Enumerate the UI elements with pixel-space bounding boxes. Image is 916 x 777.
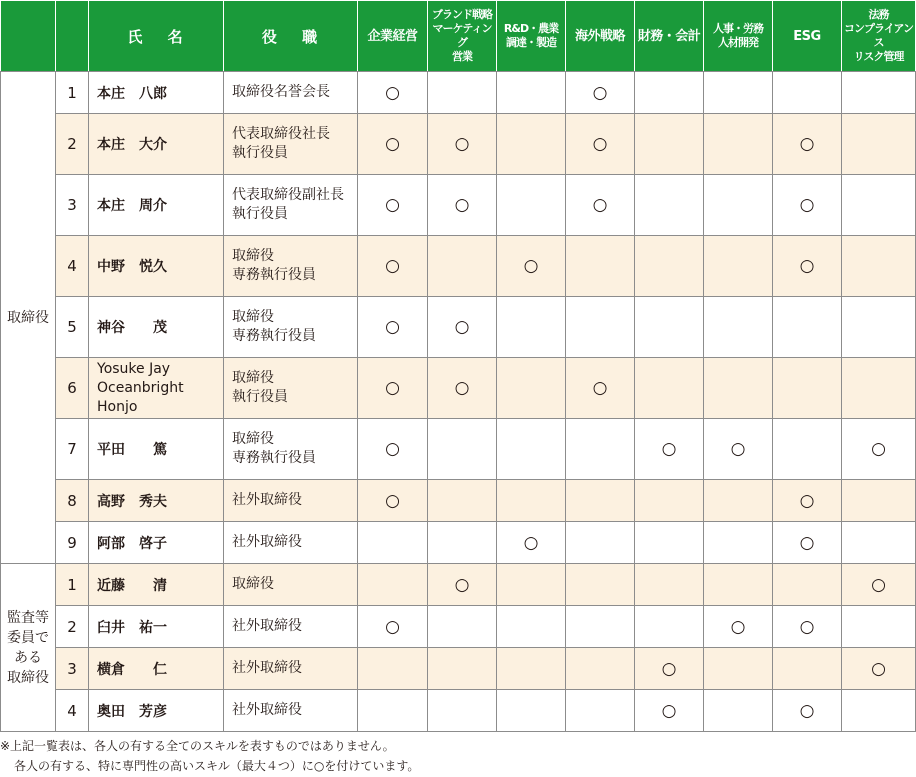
skill-mark-cell (428, 72, 497, 114)
header-skill-line: 人材開発 (718, 36, 758, 49)
skill-mark-cell (635, 236, 704, 297)
skill-mark-cell (704, 606, 773, 648)
circle-mark-icon: ○ (871, 574, 886, 595)
member-position (224, 690, 358, 732)
position-line: 取締役 (232, 431, 274, 447)
table-row (1, 480, 916, 522)
position-line: 専務執行役員 (232, 267, 316, 283)
skill-mark-cell (566, 114, 635, 175)
member-name: 本庄 周介 (89, 175, 224, 236)
member-name: 奥田 芳彦 (89, 690, 224, 732)
table-row (1, 175, 916, 236)
position-line: 取締役名誉会長 (232, 84, 330, 100)
skill-mark-cell (842, 358, 916, 419)
member-position (224, 114, 358, 175)
skill-mark-cell (635, 690, 704, 732)
member-position (224, 72, 358, 114)
row-number: 3 (56, 175, 89, 236)
group-label-line: 取締役 (7, 309, 49, 326)
skill-mark-cell (428, 114, 497, 175)
footnote-line-2: 各人の有する、特に専門性の高いスキル（最大４つ）に○を付けています。 (14, 759, 420, 773)
skill-mark-cell (428, 648, 497, 690)
skill-mark-cell (497, 72, 566, 114)
skill-mark-cell (704, 358, 773, 419)
skill-mark-cell (566, 358, 635, 419)
row-number: 5 (56, 297, 89, 358)
circle-mark-icon: ○ (454, 378, 470, 398)
circle-mark-icon: ○ (385, 82, 400, 103)
skill-mark-cell (566, 480, 635, 522)
circle-mark-icon: ○ (592, 134, 608, 154)
position-line: 代表取締役副社長 (232, 187, 344, 203)
row-number: 8 (56, 480, 89, 522)
position-line: 社外取締役 (232, 660, 302, 676)
circle-mark-icon: ○ (385, 490, 400, 511)
position-line: 社外取締役 (232, 618, 302, 634)
footnote (0, 736, 419, 776)
row-number: 9 (56, 522, 89, 564)
skill-mark-cell (704, 175, 773, 236)
skill-mark-cell (358, 564, 428, 606)
header-skill-7 (842, 1, 916, 72)
row-number: 1 (56, 564, 89, 606)
skill-mark-cell (566, 175, 635, 236)
circle-mark-icon: ○ (454, 317, 470, 337)
position-line: 専務執行役員 (232, 328, 316, 344)
header-skill-0 (358, 1, 428, 72)
header-skill-line: 調達・製造 (506, 36, 556, 49)
table-row (1, 419, 916, 480)
row-number: 3 (56, 648, 89, 690)
header-name: 氏 名 (89, 1, 224, 72)
circle-mark-icon: ○ (385, 317, 400, 337)
circle-mark-icon: ○ (799, 490, 815, 511)
circle-mark-icon: ○ (661, 658, 677, 679)
skill-mark-cell (566, 606, 635, 648)
skill-mark-cell (773, 175, 842, 236)
skill-mark-cell (358, 480, 428, 522)
skill-mark-cell (428, 419, 497, 480)
circle-mark-icon: ○ (799, 532, 815, 553)
circle-mark-icon: ○ (454, 574, 470, 595)
circle-mark-icon: ○ (454, 195, 470, 215)
skill-mark-cell (704, 648, 773, 690)
position-line: 社外取締役 (232, 534, 302, 550)
member-name: Yosuke Jay Oceanbright Honjo (89, 358, 224, 419)
circle-mark-icon: ○ (385, 134, 400, 154)
skill-mark-cell (704, 480, 773, 522)
skill-mark-cell (358, 648, 428, 690)
header-skill-line: 法務 (868, 8, 889, 21)
member-name: 神谷 茂 (89, 297, 224, 358)
circle-mark-icon: ○ (871, 439, 886, 459)
header-skill-3 (566, 1, 635, 72)
row-number: 4 (56, 690, 89, 732)
member-position (224, 564, 358, 606)
row-number: 2 (56, 606, 89, 648)
skill-mark-cell (428, 606, 497, 648)
circle-mark-icon: ○ (592, 82, 608, 103)
circle-mark-icon: ○ (385, 616, 400, 637)
skill-mark-cell (773, 114, 842, 175)
skill-mark-cell (842, 72, 916, 114)
member-position (224, 419, 358, 480)
header-skill-1 (428, 1, 497, 72)
skill-mark-cell (497, 564, 566, 606)
header-skill-line: マーケティング (432, 22, 492, 49)
row-number: 6 (56, 358, 89, 419)
header-skill-line: ESG (793, 28, 821, 44)
skill-mark-cell (635, 175, 704, 236)
row-number: 4 (56, 236, 89, 297)
position-line: 執行役員 (232, 206, 288, 222)
member-name: 高野 秀夫 (89, 480, 224, 522)
member-position (224, 297, 358, 358)
table-row (1, 236, 916, 297)
skill-mark-cell (358, 358, 428, 419)
circle-mark-icon: ○ (661, 700, 677, 721)
circle-mark-icon: ○ (523, 256, 539, 276)
skill-mark-cell (773, 419, 842, 480)
skill-mark-cell (497, 236, 566, 297)
skill-mark-cell (635, 358, 704, 419)
circle-mark-icon: ○ (661, 439, 677, 459)
circle-mark-icon: ○ (592, 378, 608, 398)
circle-mark-icon: ○ (799, 700, 815, 721)
skill-mark-cell (566, 522, 635, 564)
table-header (1, 1, 916, 72)
footnote-line-1: ※上記一覧表は、各人の有する全てのスキルを表すものではありません。 (0, 739, 395, 753)
skill-mark-cell (358, 690, 428, 732)
header-skill-line: 財務・会計 (637, 28, 701, 44)
skill-mark-cell (842, 606, 916, 648)
header-blank-group (1, 1, 56, 72)
circle-mark-icon: ○ (385, 256, 400, 276)
position-line: 執行役員 (232, 389, 288, 405)
group-label-line: 取締役 (7, 669, 49, 686)
member-position (224, 358, 358, 419)
table-body (1, 72, 916, 732)
skill-mark-cell (428, 522, 497, 564)
skill-mark-cell (842, 419, 916, 480)
skill-mark-cell (358, 72, 428, 114)
skill-mark-cell (566, 648, 635, 690)
skill-mark-cell (842, 236, 916, 297)
skill-mark-cell (773, 297, 842, 358)
skill-mark-cell (566, 690, 635, 732)
row-number: 7 (56, 419, 89, 480)
skill-mark-cell (428, 236, 497, 297)
skill-mark-cell (428, 690, 497, 732)
circle-mark-icon: ○ (799, 195, 815, 215)
member-position (224, 236, 358, 297)
circle-mark-icon: ○ (385, 439, 400, 459)
circle-mark-icon: ○ (730, 616, 746, 637)
header-skill-line: 海外戦略 (574, 28, 625, 44)
circle-mark-icon: ○ (730, 439, 746, 459)
header-row (1, 1, 916, 72)
skill-mark-cell (704, 72, 773, 114)
circle-mark-icon: ○ (799, 134, 815, 154)
header-skill-line: 企業経営 (367, 28, 418, 44)
skill-mark-cell (635, 606, 704, 648)
skill-mark-cell (773, 690, 842, 732)
skill-mark-cell (842, 648, 916, 690)
skill-mark-cell (842, 114, 916, 175)
skill-mark-cell (428, 297, 497, 358)
circle-mark-icon: ○ (523, 532, 539, 553)
skill-mark-cell (842, 297, 916, 358)
member-position (224, 522, 358, 564)
skill-mark-cell (497, 175, 566, 236)
position-line: 代表取締役社長 (232, 126, 330, 142)
skill-mark-cell (428, 480, 497, 522)
header-skill-line: コンプライアンス (844, 22, 913, 49)
skill-mark-cell (497, 480, 566, 522)
member-position (224, 648, 358, 690)
skill-mark-cell (773, 236, 842, 297)
member-name: 中野 悦久 (89, 236, 224, 297)
row-number: 2 (56, 114, 89, 175)
member-name: 阿部 啓子 (89, 522, 224, 564)
header-skill-line: ブランド戦略 (432, 8, 492, 21)
member-name: 横倉 仁 (89, 648, 224, 690)
member-name: 本庄 大介 (89, 114, 224, 175)
position-line: 取締役 (232, 309, 274, 325)
group-label-cell (1, 72, 56, 564)
table-row (1, 690, 916, 732)
header-skill-4 (635, 1, 704, 72)
table-row (1, 358, 916, 419)
header-blank-number (56, 1, 89, 72)
header-skill-line: 営業 (452, 50, 472, 63)
position-line: 執行役員 (232, 145, 288, 161)
skill-mark-cell (635, 522, 704, 564)
circle-mark-icon: ○ (592, 195, 608, 215)
skill-mark-cell (773, 606, 842, 648)
skill-mark-cell (704, 236, 773, 297)
skill-mark-cell (773, 480, 842, 522)
skill-mark-cell (497, 648, 566, 690)
skill-mark-cell (704, 114, 773, 175)
table-row (1, 564, 916, 606)
circle-mark-icon: ○ (385, 195, 400, 215)
skill-mark-cell (358, 522, 428, 564)
skill-mark-cell (773, 564, 842, 606)
skill-mark-cell (566, 419, 635, 480)
group-label-cell (1, 564, 56, 732)
skill-mark-cell (704, 297, 773, 358)
header-position: 役 職 (224, 1, 358, 72)
skill-mark-cell (704, 522, 773, 564)
skill-mark-cell (635, 648, 704, 690)
group-label-line: ある (14, 649, 42, 666)
skill-mark-cell (773, 522, 842, 564)
skill-mark-cell (497, 522, 566, 564)
position-line: 取締役 (232, 370, 274, 386)
table-row (1, 648, 916, 690)
position-line: 社外取締役 (232, 492, 302, 508)
skill-mark-cell (358, 114, 428, 175)
skill-mark-cell (566, 297, 635, 358)
member-position (224, 606, 358, 648)
skill-mark-cell (428, 175, 497, 236)
skill-mark-cell (635, 419, 704, 480)
skill-mark-cell (497, 114, 566, 175)
skill-mark-cell (773, 648, 842, 690)
position-line: 専務執行役員 (232, 450, 316, 466)
header-skill-6 (773, 1, 842, 72)
skill-mark-cell (842, 564, 916, 606)
group-label-line: 委員で (7, 629, 49, 646)
skill-mark-cell (635, 72, 704, 114)
skill-mark-cell (566, 564, 635, 606)
table-row (1, 114, 916, 175)
skill-mark-cell (358, 175, 428, 236)
member-name: 平田 篤 (89, 419, 224, 480)
skill-mark-cell (566, 236, 635, 297)
position-line: 社外取締役 (232, 702, 302, 718)
skill-mark-cell (842, 690, 916, 732)
skill-mark-cell (635, 297, 704, 358)
skill-mark-cell (566, 72, 635, 114)
skill-mark-cell (635, 480, 704, 522)
member-name: 本庄 八郎 (89, 72, 224, 114)
skill-mark-cell (842, 480, 916, 522)
skill-mark-cell (635, 564, 704, 606)
member-position (224, 480, 358, 522)
row-number: 1 (56, 72, 89, 114)
skill-mark-cell (497, 606, 566, 648)
member-name: 近藤 清 (89, 564, 224, 606)
header-skill-line: リスク管理 (853, 50, 904, 63)
table-row (1, 606, 916, 648)
circle-mark-icon: ○ (799, 616, 815, 637)
skill-mark-cell (704, 419, 773, 480)
skill-mark-cell (358, 297, 428, 358)
skill-mark-cell (635, 114, 704, 175)
skill-mark-cell (428, 564, 497, 606)
skill-mark-cell (773, 358, 842, 419)
skill-mark-cell (842, 522, 916, 564)
skill-mark-cell (704, 690, 773, 732)
table-row (1, 522, 916, 564)
skill-mark-cell (773, 72, 842, 114)
member-name: 臼井 祐一 (89, 606, 224, 648)
header-skill-line: 人事・労務 (713, 22, 763, 35)
skill-mark-cell (497, 690, 566, 732)
skill-mark-cell (704, 564, 773, 606)
skill-mark-cell (497, 358, 566, 419)
table-row (1, 297, 916, 358)
skill-mark-cell (358, 606, 428, 648)
group-label-line: 監査等 (7, 609, 49, 626)
circle-mark-icon: ○ (799, 256, 815, 276)
position-line: 取締役 (232, 248, 274, 264)
skill-mark-cell (428, 358, 497, 419)
header-skill-5 (704, 1, 773, 72)
skill-mark-cell (842, 175, 916, 236)
circle-mark-icon: ○ (454, 134, 470, 154)
skill-mark-cell (497, 297, 566, 358)
circle-mark-icon: ○ (385, 378, 400, 398)
skill-mark-cell (358, 419, 428, 480)
position-line: 取締役 (232, 576, 274, 592)
member-position (224, 175, 358, 236)
skill-mark-cell (497, 419, 566, 480)
header-skill-2 (497, 1, 566, 72)
table-row (1, 72, 916, 114)
circle-mark-icon: ○ (871, 658, 886, 679)
header-skill-line: R&D・農業 (503, 22, 559, 35)
skill-mark-cell (358, 236, 428, 297)
